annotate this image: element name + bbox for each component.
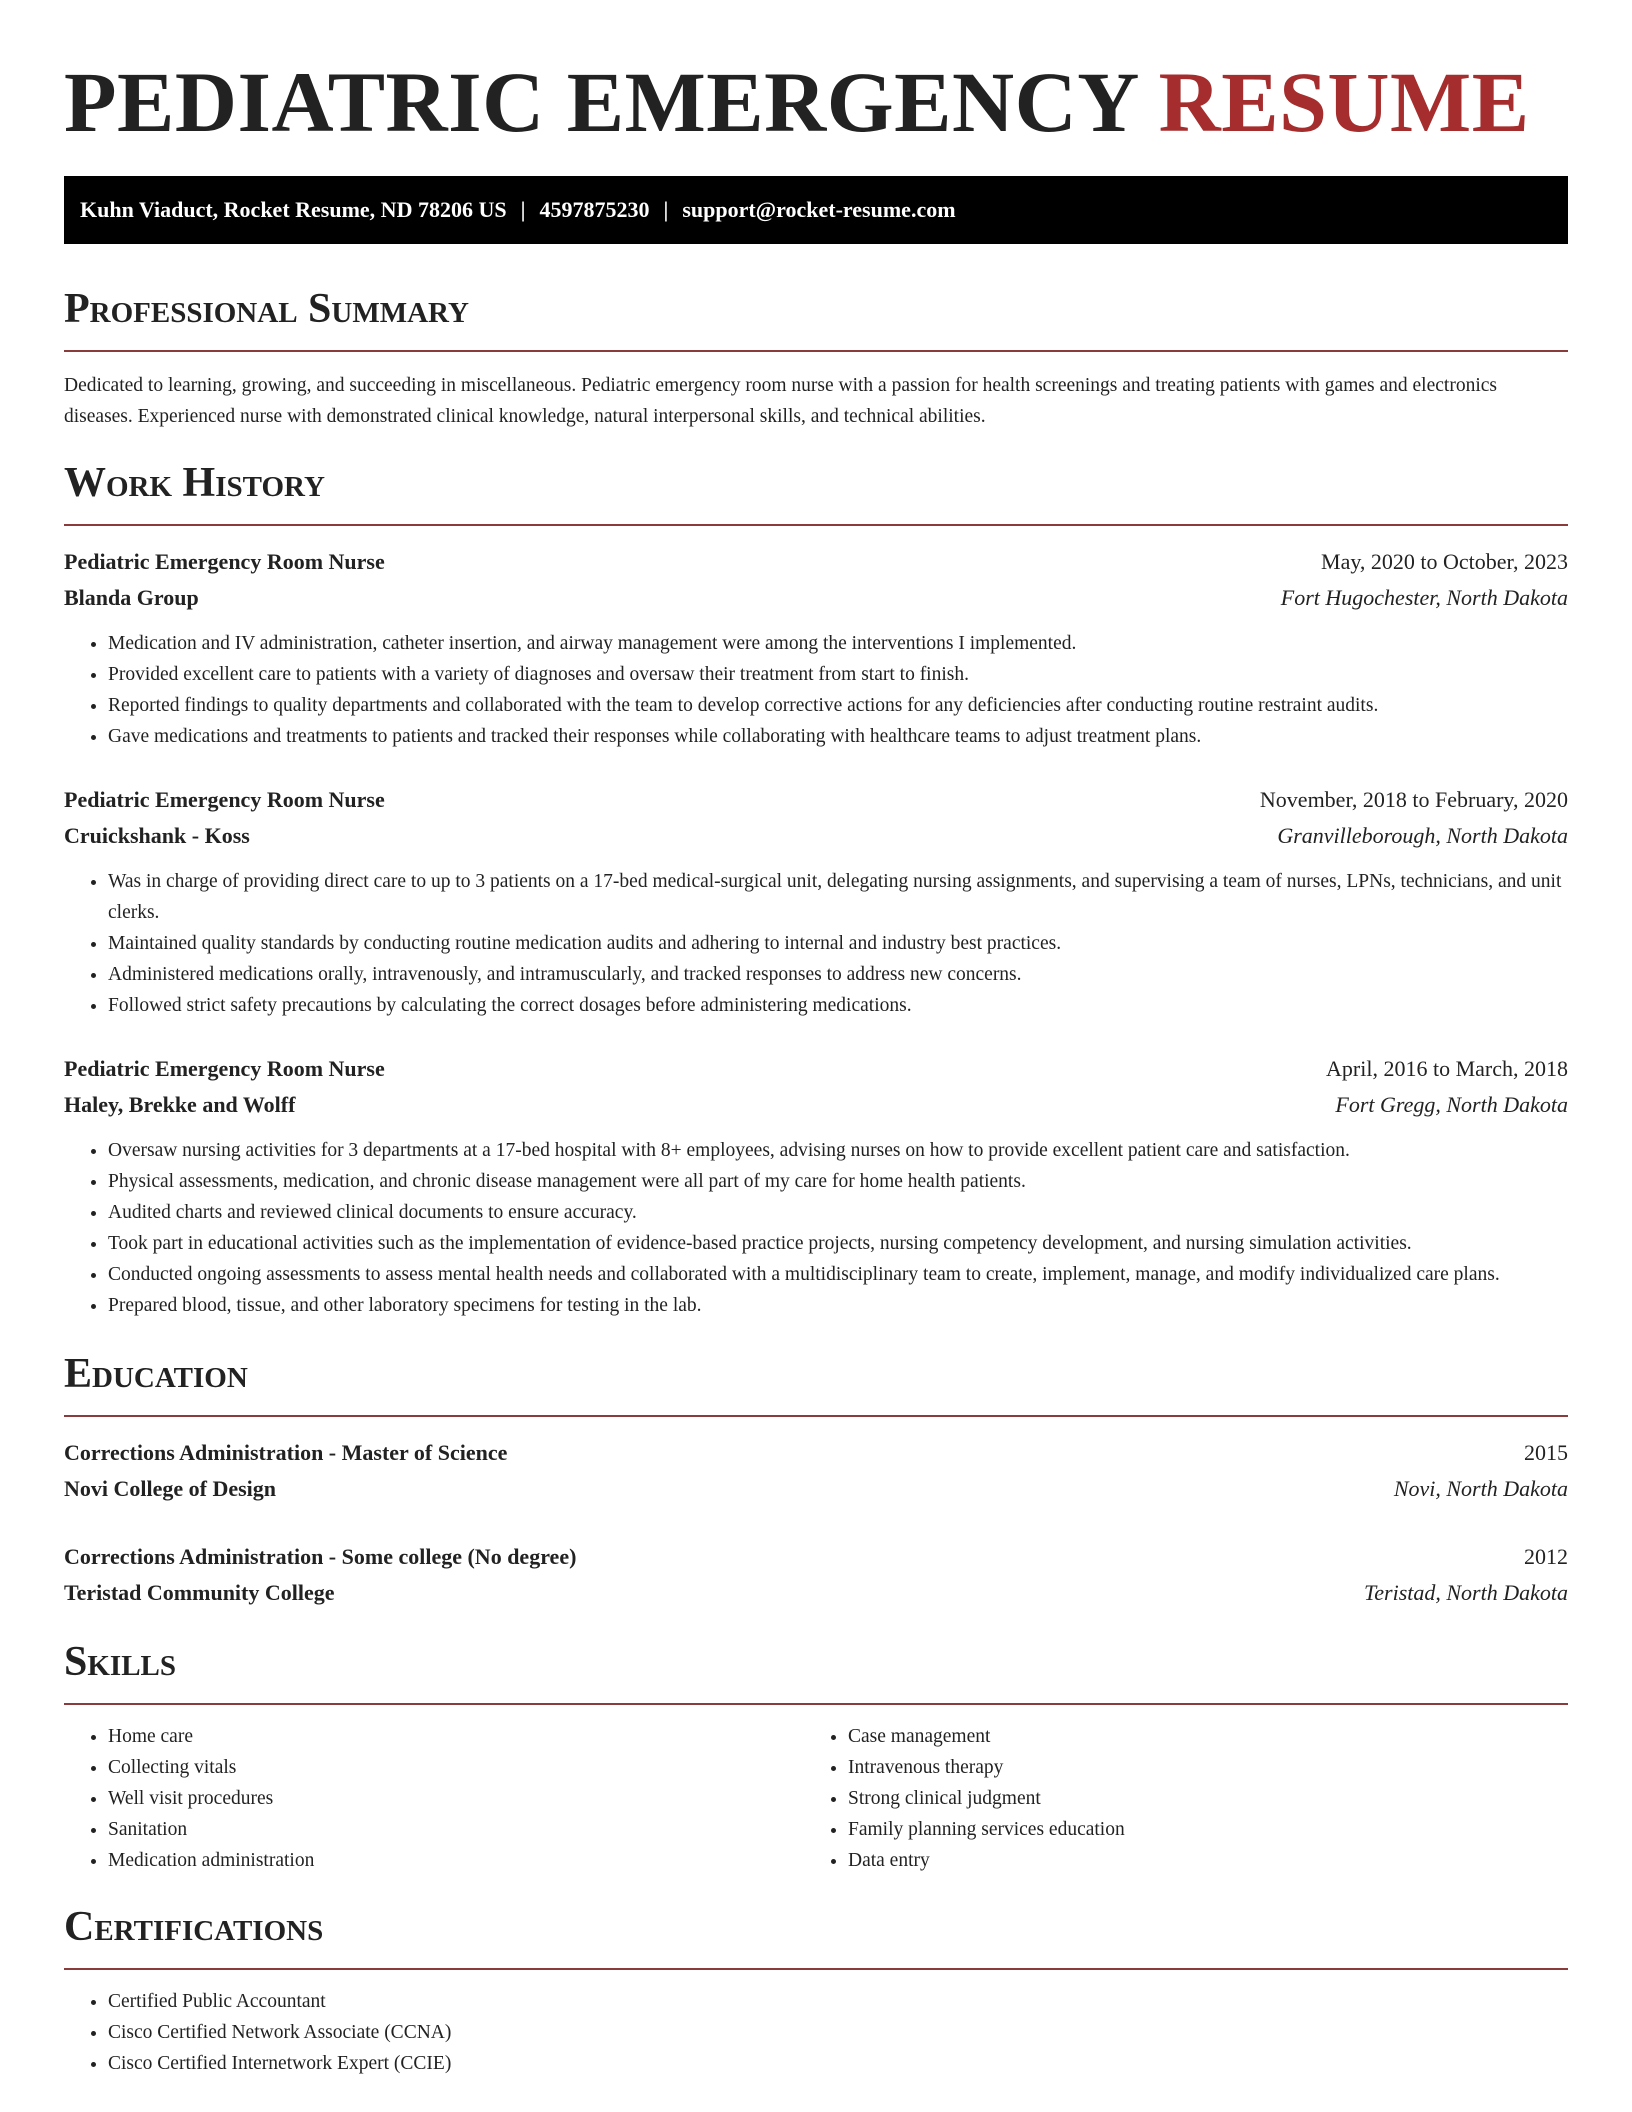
job-title-row [64, 782, 1568, 818]
education-school-row [64, 1575, 1568, 1611]
list-item: • Case management [848, 1721, 1544, 1752]
list-item: • Physical assessments, medication, and chronic disease management were all part of my care for home health patients. [108, 1166, 1568, 1197]
list-item: • Cisco Certified Network Associate (CCNA) [108, 2017, 1568, 2048]
section-heading-skills: Skills [64, 1639, 177, 1685]
education-year: 2012 [1524, 1544, 1568, 1569]
job-title-row [64, 1051, 1568, 1087]
contact-separator: | [520, 197, 526, 222]
section-heading-work: Work History [64, 460, 325, 506]
job-dates: November, 2018 to February, 2020 [1259, 787, 1568, 812]
section-divider [64, 1968, 1568, 1970]
certifications-list [64, 1986, 1568, 2079]
list-item: • Collecting vitals [108, 1752, 804, 1783]
education-degree: Corrections Administration - Master of Science [64, 1440, 508, 1465]
job-location: Granvilleborough, North Dakota [1277, 823, 1568, 848]
skills-list-right [804, 1721, 1544, 1876]
skills-columns [64, 1721, 1568, 1876]
list-item: • Conducted ongoing assessments to assess mental health needs and collaborated with a multidisciplinary team to create, implement, manage, and modify individualized care plans. [108, 1259, 1568, 1290]
list-item: • Was in charge of providing direct care to up to 3 patients on a 17-bed medical-surgical unit, delegating nursing assignments, and supervising a team of nurses, LPNs, technicians, and unit clerks. [108, 866, 1568, 928]
job-title: Pediatric Emergency Room Nurse [64, 787, 385, 812]
job-location: Fort Gregg, North Dakota [1335, 1092, 1568, 1117]
job-company: Blanda Group [64, 585, 199, 610]
resume-page [64, 0, 1568, 2079]
list-item: • Gave medications and treatments to patients and tracked their responses while collaborating with healthcare teams to adjust treatment plans. [108, 721, 1568, 752]
education-location: Teristad, North Dakota [1364, 1580, 1568, 1605]
job-company-row [64, 818, 1568, 854]
list-item: • Reported findings to quality departments and collaborated with the team to develop corrective actions for any deficiencies after conducting routine restraint audits. [108, 690, 1568, 721]
list-item: • Intravenous therapy [848, 1752, 1544, 1783]
job-title: Pediatric Emergency Room Nurse [64, 1056, 385, 1081]
education-degree: Corrections Administration - Some college (No degree) [64, 1544, 577, 1569]
summary-section [64, 284, 1568, 432]
job-title-row [64, 544, 1568, 580]
education-year: 2015 [1524, 1440, 1568, 1465]
list-item: • Prepared blood, tissue, and other laboratory specimens for testing in the lab. [108, 1290, 1568, 1321]
list-item: • Maintained quality standards by conducting routine medication audits and adhering to internal and industry best practices. [108, 928, 1568, 959]
skills-list-left [64, 1721, 804, 1876]
list-item: • Medication administration [108, 1845, 804, 1876]
education-school: Novi College of Design [64, 1476, 277, 1501]
job-company-row [64, 580, 1568, 616]
section-divider [64, 1703, 1568, 1705]
skills-section [64, 1637, 1568, 1876]
list-item: • Provided excellent care to patients with a variety of diagnoses and oversaw their treatment from start to finish. [108, 659, 1568, 690]
work-section [64, 458, 1568, 1321]
contact-bar [64, 176, 1568, 244]
job-entry [64, 544, 1568, 752]
list-item: • Followed strict safety precautions by calculating the correct dosages before administering medications. [108, 990, 1568, 1021]
education-degree-row [64, 1539, 1568, 1575]
page-title [64, 52, 1568, 152]
job-title: Pediatric Emergency Room Nurse [64, 549, 385, 574]
list-item: • Took part in educational activities such as the implementation of evidence-based practice projects, nursing competency development, and nursing simulation activities. [108, 1228, 1568, 1259]
contact-phone: 4597875230 [539, 197, 650, 222]
list-item: • Strong clinical judgment [848, 1783, 1544, 1814]
summary-text: Dedicated to learning, growing, and succeeding in miscellaneous. Pediatric emergency room nurse with a passion for health screenings and treating patients with games and electronics diseases. Experienced nurse with demonstrated clinical knowledge, natural interpersonal skills, and technical abilities. [64, 375, 1497, 427]
section-divider [64, 524, 1568, 526]
section-heading-summary: Professional Summary [64, 286, 469, 332]
list-item: • Home care [108, 1721, 804, 1752]
certifications-section [64, 1902, 1568, 2079]
education-location: Novi, North Dakota [1393, 1476, 1568, 1501]
education-degree-row [64, 1435, 1568, 1471]
contact-email: support@rocket-resume.com [682, 197, 956, 222]
job-bullets [64, 628, 1568, 752]
section-heading-certifications: Certifications [64, 1904, 324, 1950]
job-location: Fort Hugochester, North Dakota [1280, 585, 1568, 610]
job-bullets [64, 866, 1568, 1021]
title-main: PEDIATRIC EMERGENCY [64, 54, 1137, 150]
contact-address: Kuhn Viaduct, Rocket Resume, ND 78206 US [80, 197, 507, 222]
job-dates: May, 2020 to October, 2023 [1321, 549, 1568, 574]
list-item: • Well visit procedures [108, 1783, 804, 1814]
section-divider [64, 1415, 1568, 1417]
section-heading-education: Education [64, 1351, 248, 1397]
education-entry [64, 1435, 1568, 1507]
job-company: Haley, Brekke and Wolff [64, 1092, 296, 1117]
education-school: Teristad Community College [64, 1580, 335, 1605]
title-accent: RESUME [1158, 54, 1530, 150]
job-company: Cruickshank - Koss [64, 823, 250, 848]
list-item: • Administered medications orally, intravenously, and intramuscularly, and tracked responses to address new concerns. [108, 959, 1568, 990]
list-item: • Data entry [848, 1845, 1544, 1876]
education-section [64, 1349, 1568, 1611]
list-item: • Cisco Certified Internetwork Expert (CCIE) [108, 2048, 1568, 2079]
job-dates: April, 2016 to March, 2018 [1326, 1056, 1568, 1081]
list-item: • Family planning services education [848, 1814, 1544, 1845]
job-bullets [64, 1135, 1568, 1321]
job-entry [64, 1051, 1568, 1321]
job-company-row [64, 1087, 1568, 1123]
list-item: • Audited charts and reviewed clinical documents to ensure accuracy. [108, 1197, 1568, 1228]
section-divider [64, 350, 1568, 352]
education-school-row [64, 1471, 1568, 1507]
list-item: • Medication and IV administration, catheter insertion, and airway management were among the interventions I implemented. [108, 628, 1568, 659]
contact-separator: | [663, 197, 669, 222]
education-entry [64, 1539, 1568, 1611]
list-item: • Oversaw nursing activities for 3 departments at a 17-bed hospital with 8+ employees, advising nurses on how to provide excellent patient care and satisfaction. [108, 1135, 1568, 1166]
list-item: • Certified Public Accountant [108, 1986, 1568, 2017]
list-item: • Sanitation [108, 1814, 804, 1845]
job-entry [64, 782, 1568, 1021]
